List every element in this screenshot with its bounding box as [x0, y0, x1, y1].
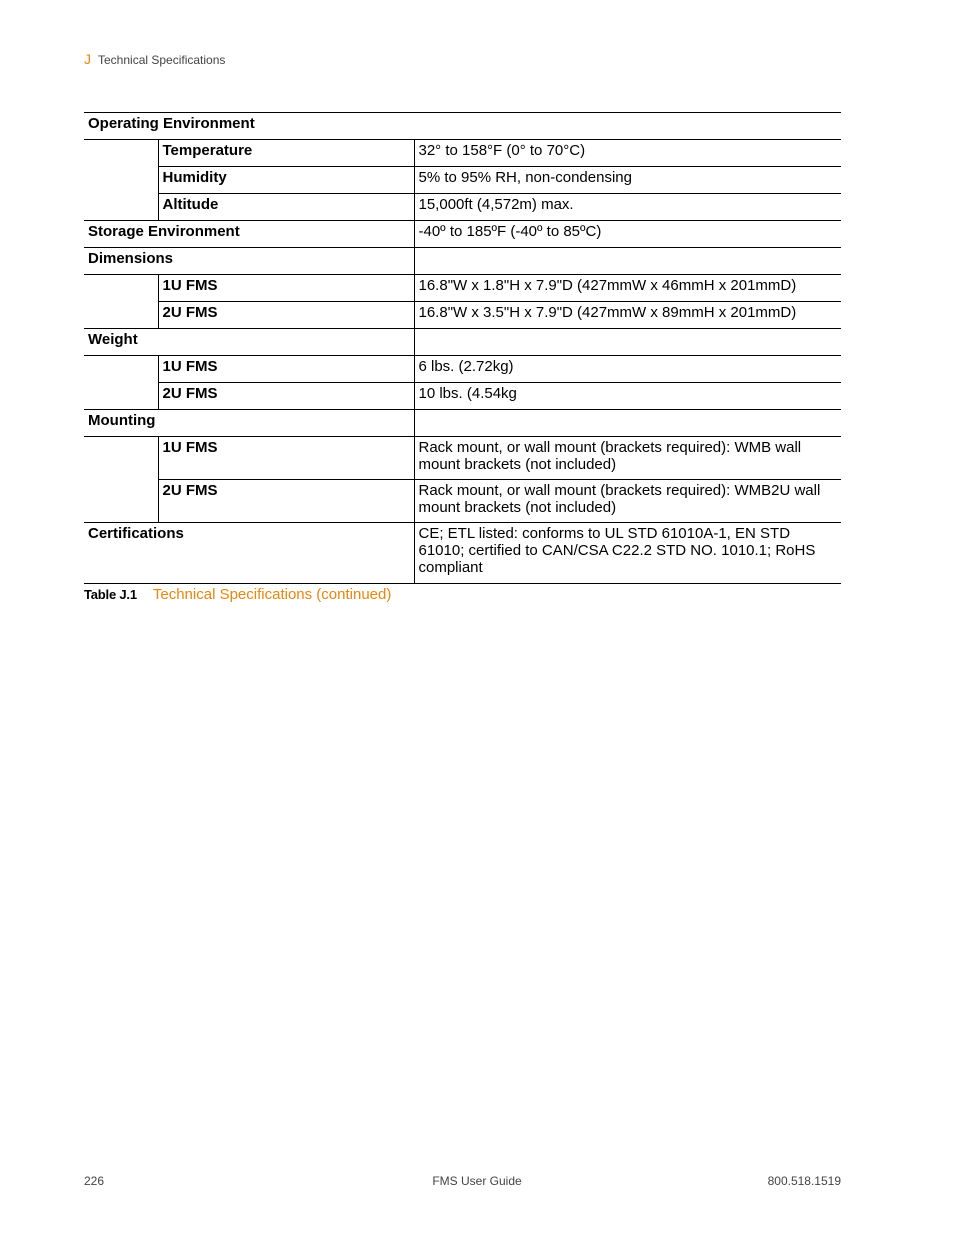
table-row [84, 437, 841, 480]
section-label: Certifications [84, 523, 414, 584]
table-row [84, 329, 841, 356]
indent-cell [84, 383, 158, 410]
table-row [84, 383, 841, 410]
section-label: Dimensions [84, 248, 414, 275]
table-row [84, 248, 841, 275]
footer-phone: 800.518.1519 [767, 1174, 841, 1188]
table-row [84, 140, 841, 167]
section-label: Operating Environment [84, 113, 841, 140]
row-label: Altitude [158, 194, 414, 221]
section-label: Weight [84, 329, 414, 356]
row-value: Rack mount, or wall mount (brackets required): WMB2U wall mount brackets (not included) [414, 480, 841, 523]
row-value-empty [414, 410, 841, 437]
row-value: 15,000ft (4,572m) max. [414, 194, 841, 221]
table-row [84, 356, 841, 383]
row-label: Temperature [158, 140, 414, 167]
running-header [84, 51, 225, 69]
indent-cell [84, 167, 158, 194]
row-value: 16.8"W x 1.8"H x 7.9"D (427mmW x 46mmH x 201mmD) [414, 275, 841, 302]
row-label: 2U FMS [158, 383, 414, 410]
row-value: -40º to 185ºF (-40º to 85ºC) [414, 221, 841, 248]
table-caption [84, 586, 391, 603]
row-value: CE; ETL listed: conforms to UL STD 61010A-1, EN STD 61010; certified to CAN/CSA C22.2 STD NO. 1010.1; RoHS compliant [414, 523, 841, 584]
table-row [84, 167, 841, 194]
row-value: 16.8"W x 3.5"H x 7.9"D (427mmW x 89mmH x 201mmD) [414, 302, 841, 329]
indent-cell [84, 437, 158, 480]
indent-cell [84, 275, 158, 302]
row-value: Rack mount, or wall mount (brackets required): WMB wall mount brackets (not included) [414, 437, 841, 480]
row-label: 1U FMS [158, 437, 414, 480]
caption-title: Technical Specifications (continued) [152, 586, 392, 603]
section-label: Storage Environment [84, 221, 414, 248]
table-row [84, 523, 841, 584]
row-value-empty [414, 248, 841, 275]
spec-table [84, 112, 841, 584]
section-label: Mounting [84, 410, 414, 437]
chapter-letter: J [84, 51, 91, 67]
table-row [84, 221, 841, 248]
table-row [84, 113, 841, 140]
indent-cell [84, 480, 158, 523]
row-label: 2U FMS [158, 480, 414, 523]
table-row [84, 275, 841, 302]
table-row [84, 410, 841, 437]
chapter-title: Technical Specifications [98, 53, 226, 67]
row-value: 5% to 95% RH, non-condensing [414, 167, 841, 194]
row-label: 1U FMS [158, 356, 414, 383]
indent-cell [84, 302, 158, 329]
footer-doc-title: FMS User Guide [432, 1174, 522, 1188]
table-row [84, 480, 841, 523]
row-value: 32° to 158°F (0° to 70°C) [414, 140, 841, 167]
row-label: 2U FMS [158, 302, 414, 329]
indent-cell [84, 194, 158, 221]
table-row [84, 194, 841, 221]
indent-cell [84, 356, 158, 383]
row-label: 1U FMS [158, 275, 414, 302]
row-value: 10 lbs. (4.54kg [414, 383, 841, 410]
caption-label: Table J.1 [84, 587, 137, 602]
page-number: 226 [84, 1174, 105, 1188]
table-row [84, 302, 841, 329]
row-label: Humidity [158, 167, 414, 194]
indent-cell [84, 140, 158, 167]
row-value-empty [414, 329, 841, 356]
row-value: 6 lbs. (2.72kg) [414, 356, 841, 383]
